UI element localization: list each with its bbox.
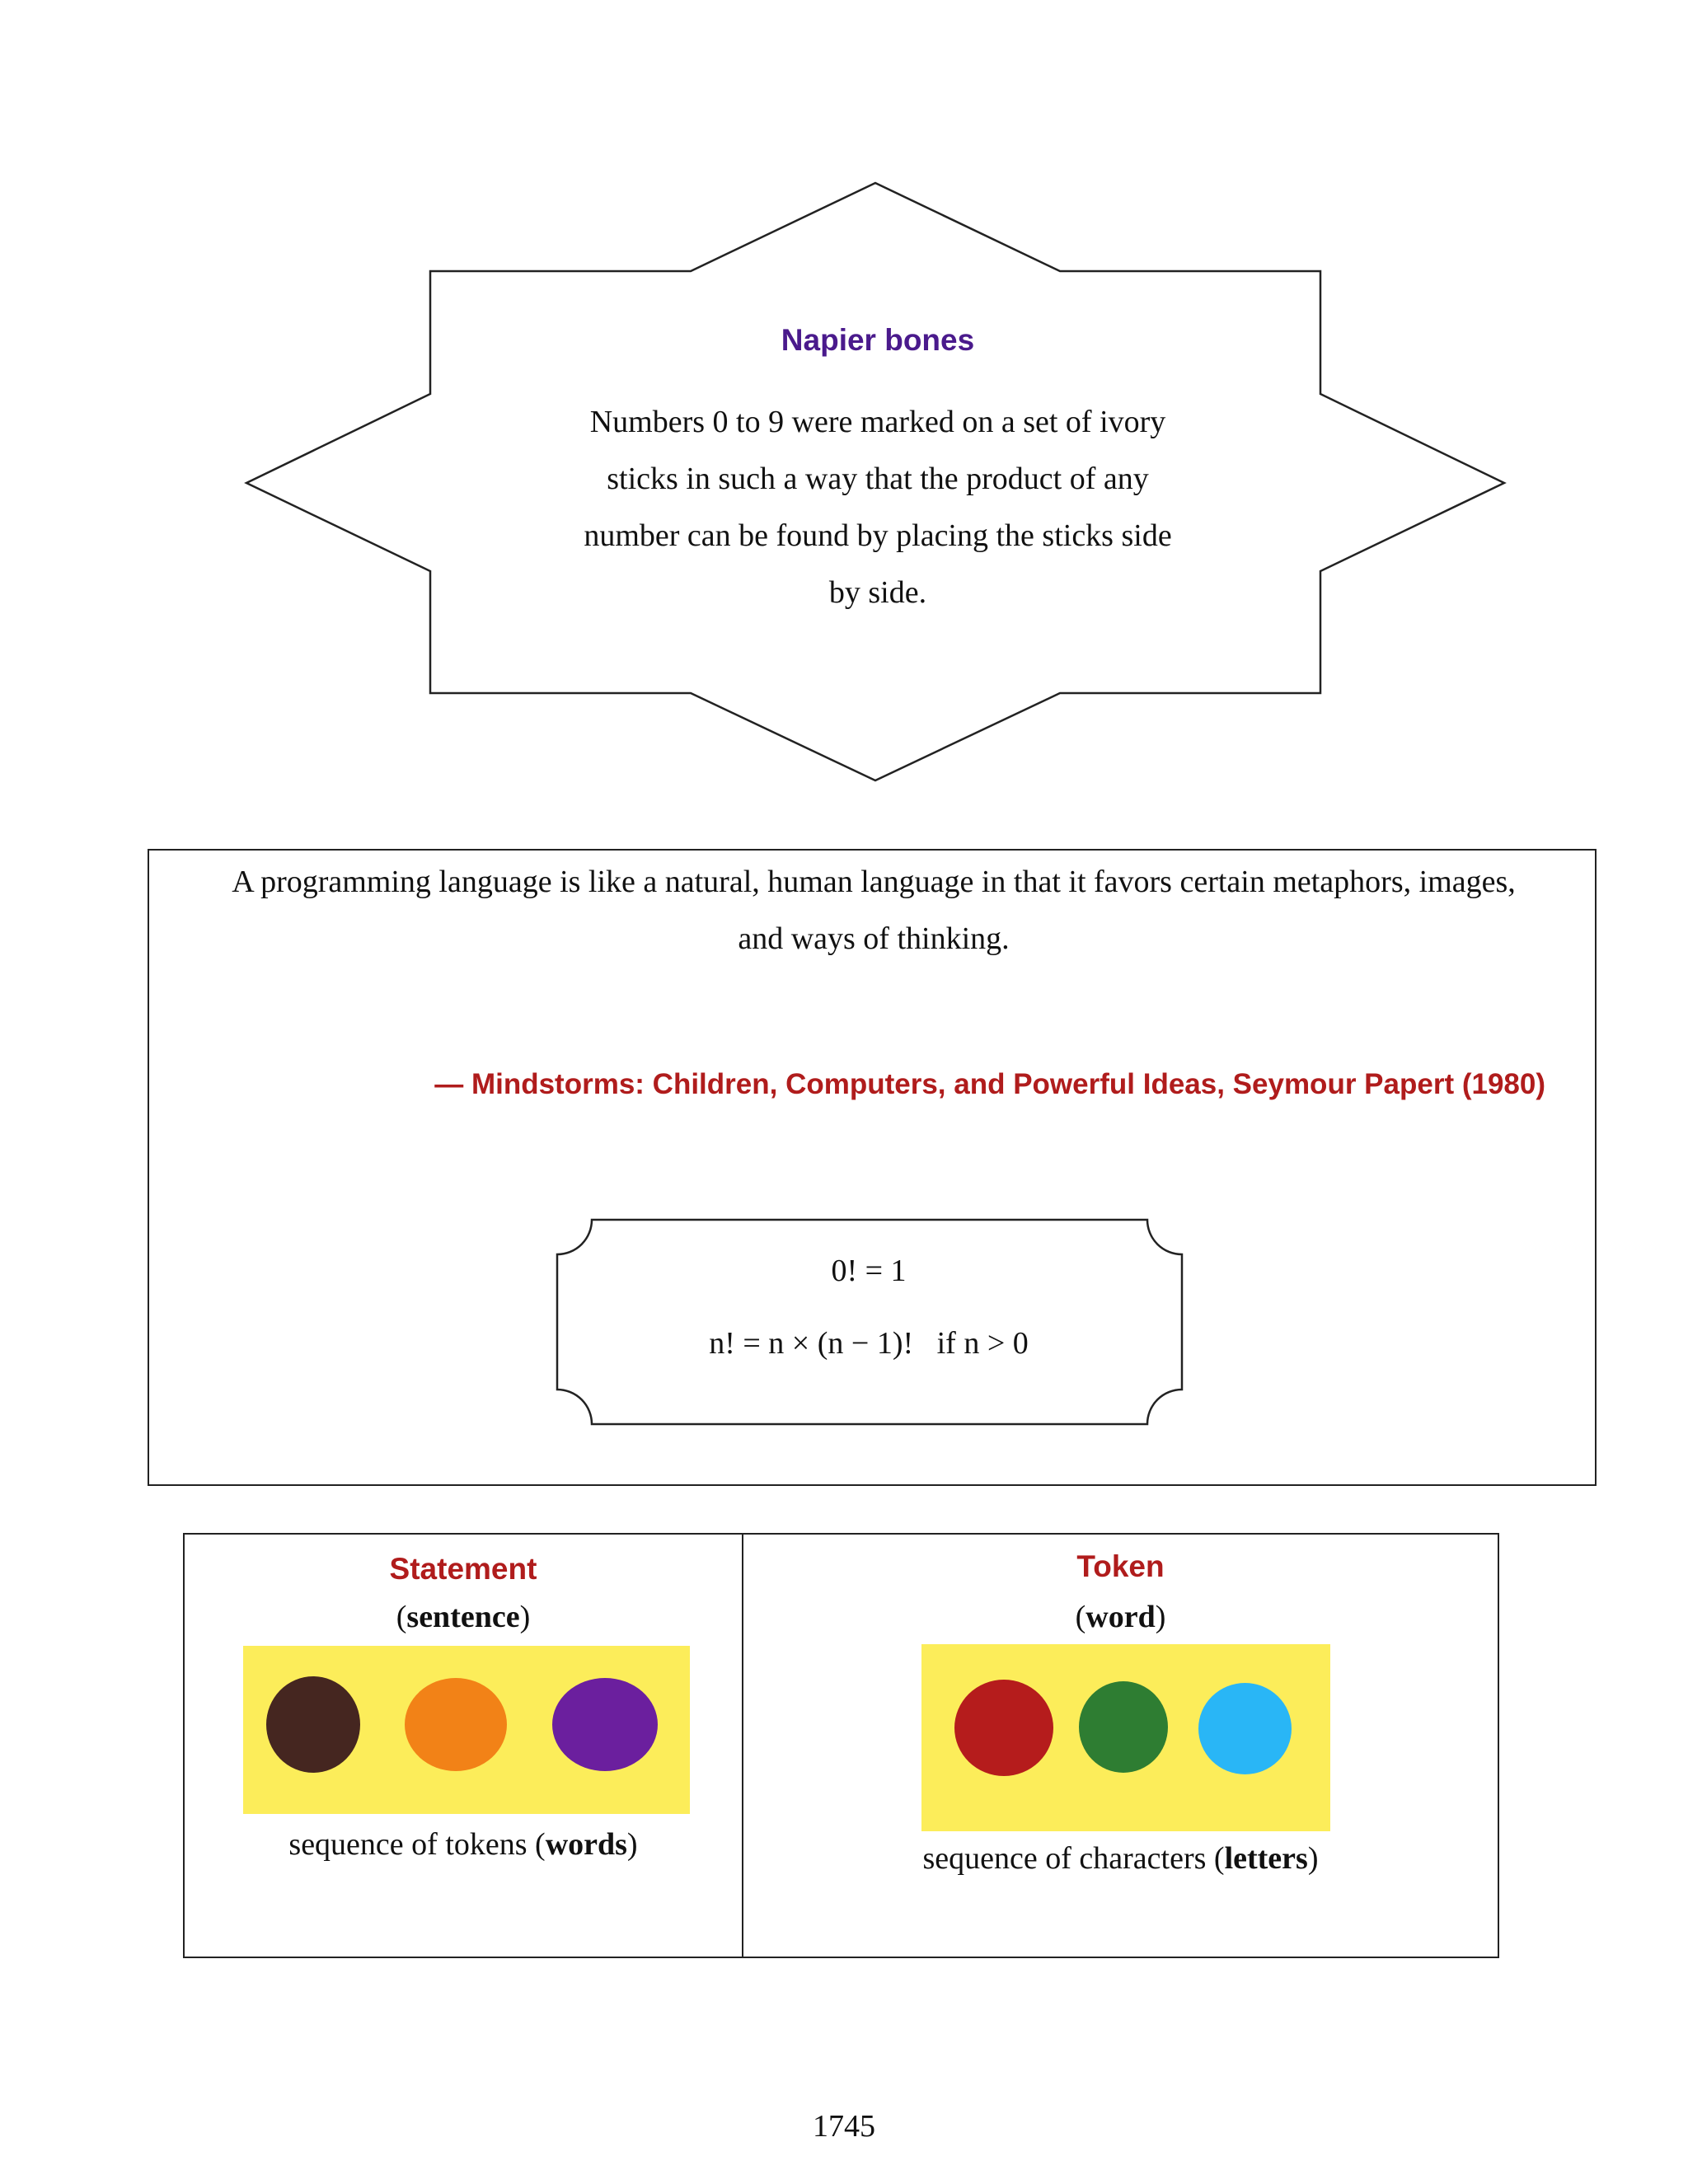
character-dot — [954, 1680, 1053, 1776]
statement-subtitle-word: sentence — [406, 1600, 520, 1634]
description-text: sequence of characters ( — [922, 1841, 1225, 1876]
description-text: sequence of tokens ( — [288, 1827, 546, 1862]
callout-title: Napier bones — [781, 323, 975, 357]
callout-line: by side. — [828, 575, 927, 610]
callout-line: number can be found by placing the sticks side — [584, 518, 1172, 553]
paren-open: ( — [396, 1600, 407, 1634]
paren-open: ( — [1075, 1600, 1086, 1634]
character-dot — [1079, 1681, 1168, 1773]
statement-description — [185, 1826, 742, 1863]
statement-subtitle — [185, 1599, 742, 1635]
statement-title: Statement — [389, 1552, 537, 1586]
paren-close: ) — [1155, 1600, 1166, 1634]
token-subtitle — [743, 1599, 1498, 1635]
page-number: 1745 — [813, 2109, 875, 2144]
token-dot — [405, 1678, 507, 1771]
formula-base-case: 0! = 1 — [831, 1254, 907, 1288]
formula-recursive-case: n! = n × (n − 1)! if n > 0 — [709, 1326, 1029, 1361]
callout-line: sticks in such a way that the product of any — [607, 462, 1149, 496]
token-description — [743, 1840, 1498, 1877]
token-subtitle-word: word — [1085, 1600, 1156, 1634]
table-divider — [742, 1533, 743, 1958]
description-bold: words — [545, 1827, 627, 1862]
description-bold: letters — [1224, 1841, 1308, 1876]
paren-close: ) — [626, 1827, 638, 1862]
character-dot — [1198, 1683, 1292, 1774]
token-dot — [552, 1678, 658, 1771]
character-strip — [921, 1644, 1330, 1831]
quote-source: — Mindstorms: Children, Computers, and Powerful Ideas, Seymour Papert (1980) — [434, 1068, 1545, 1100]
token-strip — [243, 1646, 690, 1814]
quote-line: and ways of thinking. — [738, 921, 1010, 956]
token-dot — [266, 1676, 360, 1773]
paren-close: ) — [1307, 1841, 1319, 1876]
paren-close: ) — [519, 1600, 531, 1634]
quote-line: A programming language is like a natural, human language in that it favors certain metaphors, images, — [232, 865, 1516, 899]
token-title: Token — [1076, 1549, 1165, 1583]
callout-line: Numbers 0 to 9 were marked on a set of ivory — [589, 405, 1166, 439]
